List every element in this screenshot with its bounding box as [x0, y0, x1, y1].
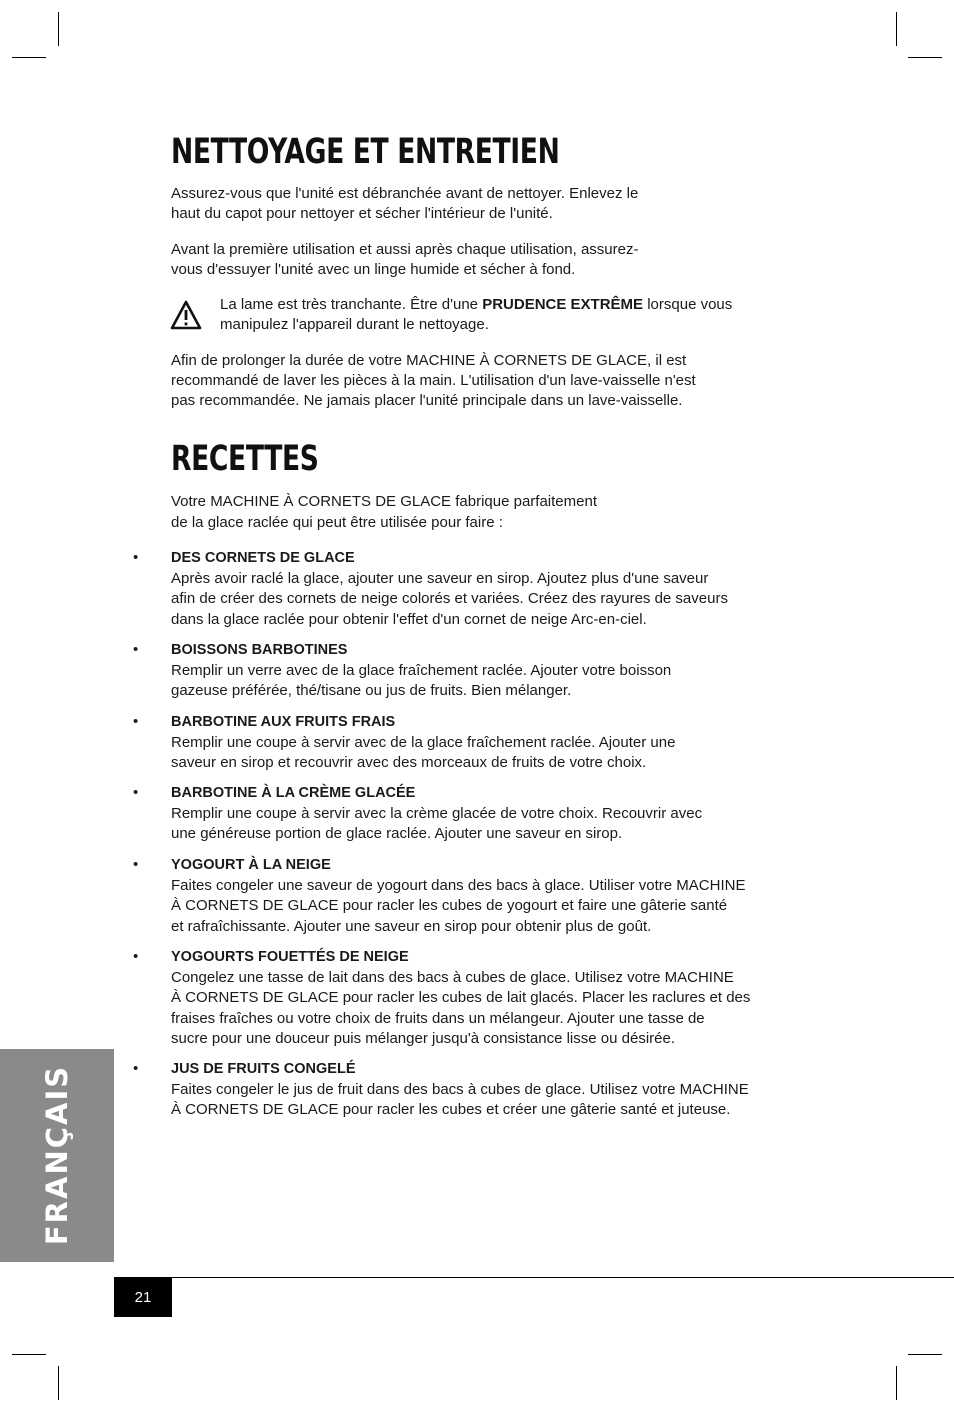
crop-mark — [12, 57, 46, 58]
crop-mark — [58, 12, 59, 46]
cleaning-paragraph-3-line-2: recommandé de laver les pièces à la main. L'utilisation d'un lave-vaisselle n'est — [171, 372, 696, 389]
bullet: • — [133, 948, 139, 965]
cleaning-paragraph-2-line-2: vous d'essuyer l'unité avec un linge humide et sécher à fond. — [171, 261, 576, 278]
warning-emphasis: PRUDENCE EXTRÊME — [482, 296, 644, 313]
cleaning-paragraph-3-line-1: Afin de prolonger la durée de votre MACHINE À CORNETS DE GLACE, il est — [171, 352, 687, 369]
warning-text-line-1 — [220, 295, 732, 316]
cleaning-paragraph-2-line-1: Avant la première utilisation et aussi après chaque utilisation, assurez- — [171, 241, 639, 258]
crop-mark — [58, 1366, 59, 1400]
warning-text-before: La lame est très tranchante. Être d'une — [220, 296, 483, 313]
recipe-title: BOISSONS BARBOTINES — [171, 642, 348, 658]
recipe-description: Congelez une tasse de lait dans des bacs à cubes de glace. Utilisez votre MACHINE À CORNETS DE GLACE pour racler les cubes de lait glacés. Placer les raclures et des fraises fraîches ou votre choix de fruits dans un mélangeur. Ajouter une tasse de sucre pour une douceur puis mélanger jusqu'à consistance lisse ou désirée. — [171, 968, 751, 1047]
bullet: • — [133, 1060, 139, 1077]
list-item — [171, 548, 771, 630]
recipe-description: Remplir un verre avec de la glace fraîchement raclée. Ajouter votre boisson gazeuse préférée, thé/tisane ou jus de fruits. Bien mélanger. — [171, 661, 672, 699]
recipe-description: Après avoir raclé la glace, ajouter une saveur en sirop. Ajoutez plus d'une saveur afin de créer des cornets de neige colorés et variées. Créez des rayures de saveurs dans la glace raclée pour obtenir l'effet d'un cornet de neige Arc-en-ciel. — [171, 569, 728, 628]
list-item — [171, 783, 771, 845]
warning-triangle-icon — [170, 300, 202, 330]
recipe-description: Remplir une coupe à servir avec de la glace fraîchement raclée. Ajouter une saveur en sirop et recouvrir avec des morceaux de fruits de votre choix. — [171, 733, 676, 771]
crop-mark — [896, 12, 897, 46]
list-item — [171, 1059, 771, 1121]
bullet: • — [133, 713, 139, 730]
recipe-title: BARBOTINE À LA CRÈME GLACÉE — [171, 785, 416, 801]
list-item — [171, 640, 771, 702]
crop-mark — [896, 1366, 897, 1400]
bullet: • — [133, 641, 139, 658]
crop-mark — [908, 57, 942, 58]
crop-mark — [908, 1354, 942, 1355]
crop-mark — [12, 1354, 46, 1355]
recipe-title: BARBOTINE AUX FRUITS FRAIS — [171, 714, 396, 730]
recipe-title: YOGOURTS FOUETTÉS DE NEIGE — [171, 949, 409, 965]
list-item — [171, 712, 771, 774]
warning-text-after: lorsque vous — [643, 296, 733, 313]
recipe-description: Faites congeler le jus de fruit dans des bacs à cubes de glace. Utilisez votre MACHINE À CORNETS DE GLACE pour racler les cubes et créer une gâterie santé et juteuse. — [171, 1080, 749, 1118]
section-title-cleaning: NETTOYAGE ET ENTRETIEN — [171, 132, 560, 172]
footer-divider — [114, 1277, 954, 1278]
language-tab — [0, 1049, 114, 1262]
recipe-description: Remplir une coupe à servir avec la crème glacée de votre choix. Recouvrir avec une généreuse portion de glace raclée. Ajouter une saveur en sirop. — [171, 804, 703, 842]
recipe-title: YOGOURT À LA NEIGE — [171, 857, 331, 873]
list-item — [171, 855, 771, 937]
bullet: • — [133, 784, 139, 801]
list-item — [171, 947, 771, 1050]
page-number: 21 — [114, 1278, 172, 1317]
cleaning-paragraph-1-line-1: Assurez-vous que l'unité est débranchée avant de nettoyer. Enlevez le — [171, 185, 639, 202]
cleaning-paragraph-1-line-2: haut du capot pour nettoyer et sécher l'intérieur de l'unité. — [171, 205, 553, 222]
bullet: • — [133, 856, 139, 873]
recipes-intro-line-2: de la glace raclée qui peut être utilisée pour faire : — [171, 514, 503, 531]
language-label: FRANÇAIS — [40, 1064, 74, 1246]
recipes-intro-line-1: Votre MACHINE À CORNETS DE GLACE fabrique parfaitement — [171, 493, 597, 510]
bullet: • — [133, 549, 139, 566]
section-title-recipes: RECETTES — [171, 439, 319, 479]
recipe-title: DES CORNETS DE GLACE — [171, 550, 355, 566]
recipe-title: JUS DE FRUITS CONGELÉ — [171, 1061, 356, 1077]
warning-text-line-2: manipulez l'appareil durant le nettoyage. — [220, 316, 489, 333]
cleaning-paragraph-3-line-3: pas recommandée. Ne jamais placer l'unité principale dans un lave-vaisselle. — [171, 392, 683, 409]
recipe-description: Faites congeler une saveur de yogourt dans des bacs à glace. Utiliser votre MACHINE À CORNETS DE GLACE pour racler les cubes de yogourt et faire une gâterie santé et rafraîchissante. Ajouter une saveur en sirop pour obtenir plus de goût. — [171, 876, 746, 935]
